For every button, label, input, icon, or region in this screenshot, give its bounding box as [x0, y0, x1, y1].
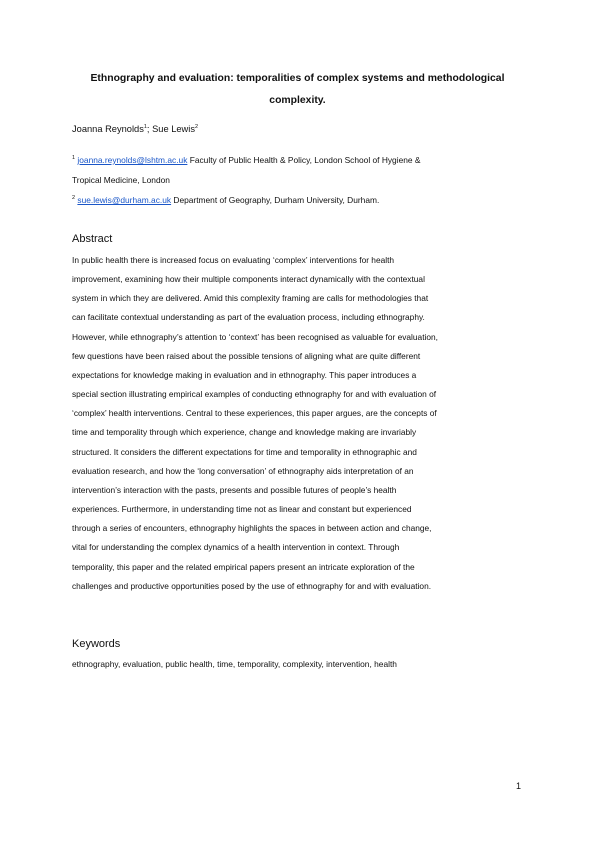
abstract-line: However, while ethnography’s attention to ‘context’ has been recognised as valuable for evaluation,: [72, 331, 438, 342]
affiliation-1: [72, 150, 527, 190]
affiliation-2: [72, 190, 527, 210]
page-number: 1: [516, 781, 522, 791]
email-link[interactable]: sue.lewis@durham.ac.uk: [77, 195, 172, 205]
abstract-line: experiences. Furthermore, in understanding time not as linear and constant but experienced: [72, 504, 412, 515]
abstract-line: improvement, examining how their multiple components interact dynamically with the contextual: [72, 274, 425, 285]
author-affiliation-marker: 1: [143, 123, 147, 130]
abstract-line: vital for understanding the complex dynamics of a health intervention in context. Through: [72, 542, 400, 553]
abstract-line: evaluation research, and how the ‘long conversation’ of ethnography aids interpretation of an: [72, 465, 414, 476]
email-link[interactable]: joanna.reynolds@lshtm.ac.uk: [77, 155, 188, 165]
abstract-heading: Abstract: [72, 233, 113, 245]
author-separator: ;: [146, 124, 153, 134]
abstract-line: ‘complex’ health interventions. Central to these experiences, this paper argues, are the concepts of: [72, 408, 437, 419]
affiliation-text: Faculty of Public Health & Policy, London School of Hygiene &: [187, 155, 421, 165]
affiliation-marker: 1: [72, 155, 76, 162]
abstract-line: intervention’s interaction with the pasts, presents and possible futures of people’s health: [72, 484, 397, 495]
abstract-line: through a series of encounters, ethnography highlights the spaces in between action and change,: [72, 523, 432, 534]
abstract-line: In public health there is increased focus on evaluating ‘complex’ interventions for health: [72, 255, 395, 265]
abstract-line: special section illustrating empirical examples of conducting ethnography for and with evaluation of: [72, 389, 437, 400]
affiliation-text: Department of Geography, Durham University, Durham.: [171, 195, 380, 205]
affiliation-marker: 2: [72, 195, 76, 202]
author-list: [72, 122, 198, 136]
affiliation-text: Tropical Medicine, London: [72, 175, 170, 185]
abstract-line: few questions have been raised about the possible tensions of aligning what are quite different: [72, 350, 421, 361]
author-affiliation-marker: 2: [194, 123, 199, 130]
abstract-line: temporality, this paper and the related empirical papers present an intricate exploration of the: [72, 561, 415, 572]
abstract-line: challenges and productive opportunities posed by the use of ethnography for and with evaluation.: [72, 580, 432, 591]
abstract-line: time and temporality through which experience, change and knowledge making are invariably: [72, 427, 417, 438]
abstract-line: structured. It considers the different expectations for time and temporality in ethnographic and: [72, 446, 417, 457]
abstract-line: system in which they are delivered. Amid this complexity framing are calls for methodologies that: [72, 293, 429, 304]
author-name: Sue Lewis: [152, 124, 195, 134]
title-line-2: complexity.: [269, 95, 326, 106]
paper-title: [70, 68, 525, 112]
keywords-heading: Keywords: [72, 638, 121, 650]
abstract-body: [72, 251, 526, 596]
author-name: Joanna Reynolds: [72, 124, 144, 134]
abstract-line: expectations for knowledge making in evaluation and in ethnography. This paper introduces a: [72, 369, 417, 380]
abstract-line: can facilitate contextual understanding as part of the evaluation process, including ethnography.: [72, 312, 425, 323]
keywords-list: ethnography, evaluation, public health, time, temporality, complexity, intervention, health: [72, 659, 397, 669]
title-line-1: Ethnography and evaluation: temporalities of complex systems and methodological: [90, 73, 505, 84]
